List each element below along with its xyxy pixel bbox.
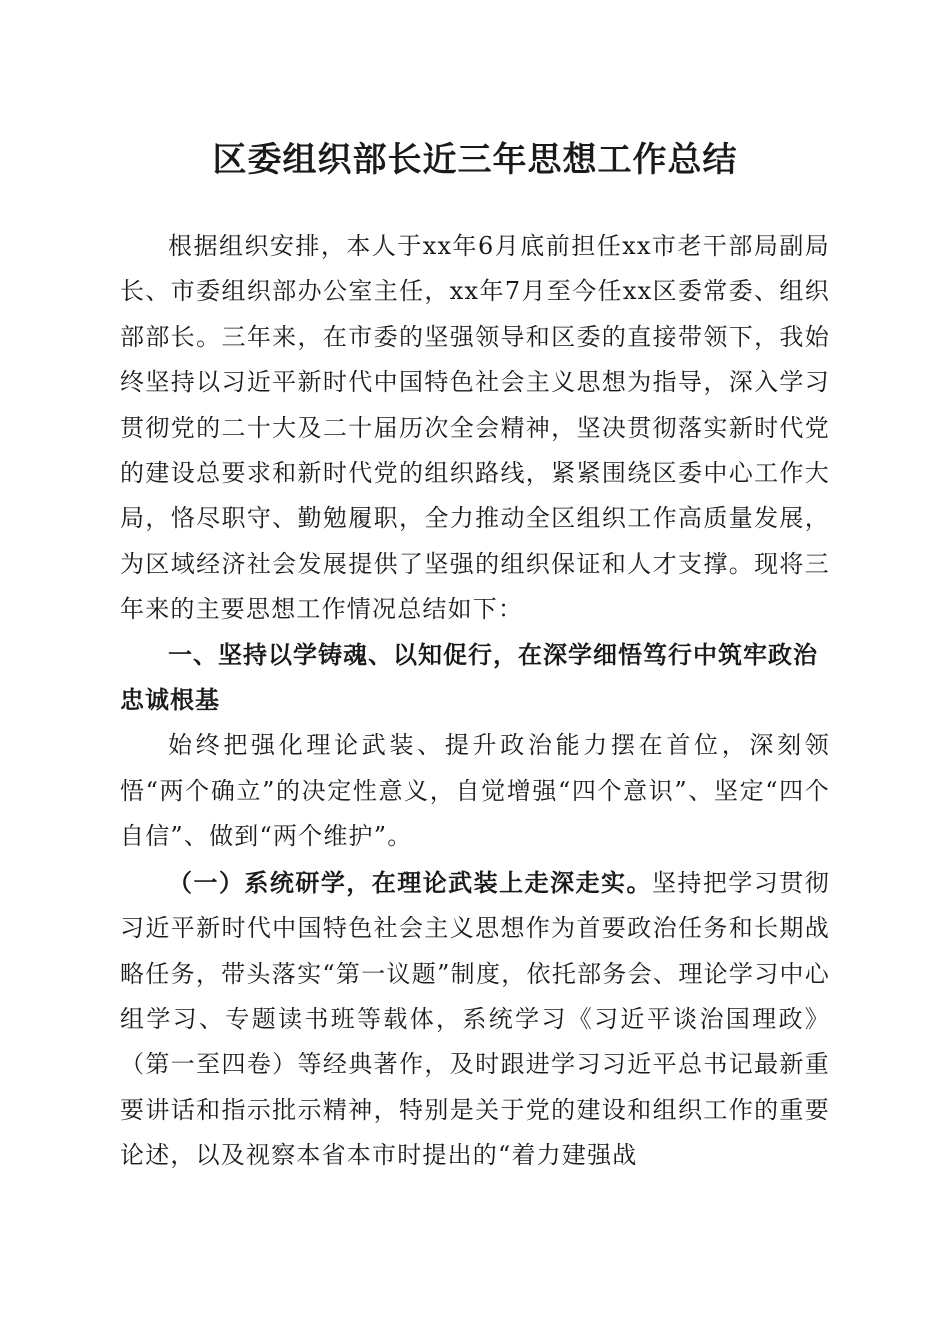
section-1-heading: 一、坚持以学铸魂、以知促行，在深学细悟笃行中筑牢政治忠诚根基 (120, 640, 818, 715)
section-1-paragraph: 始终把强化理论武装、提升政治能力摆在首位，深刻领悟“两个确立”的决定性意义，自觉增强“四个意识”、坚定“四个自信”、做到“两个维护”。 (120, 731, 830, 851)
subsection-1-text: 坚持把学习贯彻习近平新时代中国特色社会主义思想作为首要政治任务和长期战略任务，带头落实“第一议题”制度，依托部务会、理论学习中心组学习、专题读书班等载体，系统学习《习近平谈治国理政》（第一至四卷）等经典著作，及时跟进学习习近平总书记最新重要讲话和指示批示精神，特别是关于党的建设和组织工作的重要论述，以及视察本省本市时提出的“着力建强战 (120, 868, 830, 1170)
subsection-1-paragraph (120, 860, 830, 1179)
subsection-1-heading: （一）系统研学，在理论武装上走深走实。 (168, 867, 652, 897)
document-body (120, 224, 830, 1179)
document-title: 区委组织部长近三年思想工作总结 (212, 140, 738, 180)
intro-paragraph: 根据组织安排，本人于xx年6月底前担任xx市老干部局副局长、市委组织部办公室主任，xx年7月至今任xx区委常委、组织部部长。三年来，在市委的坚强领导和区委的直接带领下，我始终坚持以习近平新时代中国特色社会主义思想为指导，深入学习贯彻党的二十大及二十届历次全会精神，坚决贯彻落实新时代党的建设总要求和新时代党的组织路线，紧紧围绕区委中心工作大局，恪尽职守、勤勉履职，全力推动全区组织工作高质量发展，为区域经济社会发展提供了坚强的组织保证和人才支撑。现将三年来的主要思想工作情况总结如下： (120, 232, 830, 624)
